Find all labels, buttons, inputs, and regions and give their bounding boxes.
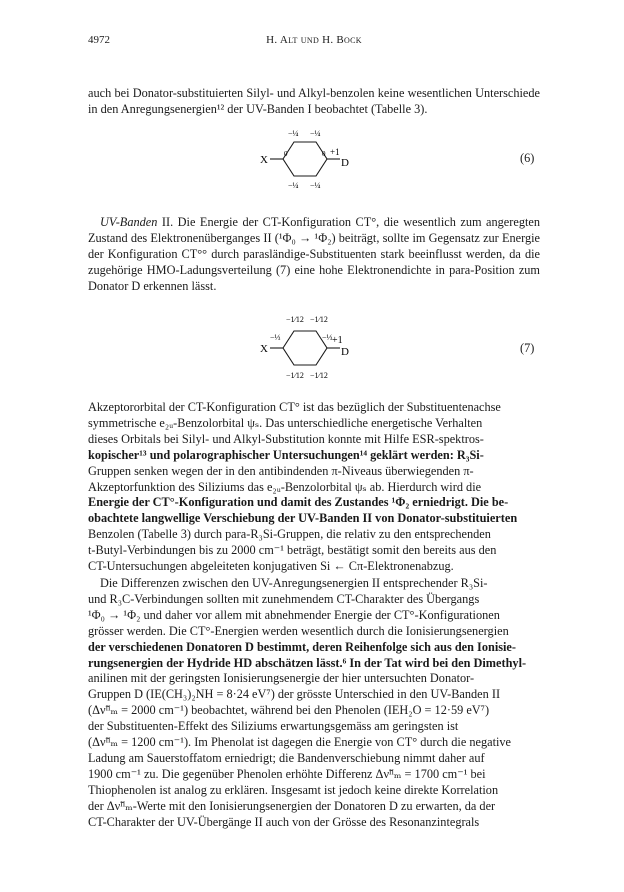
p3-line: Gruppen senken wegen der in den antibindenden π-Niveaus überwiegenden π- [88, 463, 474, 478]
p4-line: der verschiedenen Donatoren D bestimmt, deren Reihenfolge sich aus den Ionisie- [88, 639, 516, 654]
charge-top-left: −¼ [288, 129, 299, 138]
p4-line: der Δν̃ᴵᴵₘ-Werte mit den Ionisierungsenergien der Donatoren D zu erwarten, da der [88, 798, 496, 813]
p4-line: der Substituenten-Effekt des Siliziums erwartungsgemäss am geringsten ist [88, 719, 459, 734]
charge-ipso-label: 0 [284, 150, 288, 158]
section-heading-number: II. [157, 215, 174, 229]
p4-line: Die Differenzen zwischen den UV-Anregungsenergien II entsprechender R₃Si- [100, 576, 488, 590]
p3-line: CT-Untersuchungen abgeleiteten konjugativen Si ← Cπ-Elektronenabzug. [88, 559, 454, 574]
p4-line: 1900 cm⁻¹ zu. Die gegenüber Phenolen erhöhte Differenz Δν̃ᴵᴵₘ = 1700 cm⁻¹ bei [88, 766, 486, 781]
p4-line: rungsenergien der Hydride HD abschätzen lässt.⁶ In der Tat wird bei den Dimethyl- [88, 655, 527, 670]
donor-charge-label: +1 [332, 335, 343, 346]
p4-line: CT-Charakter der UV-Übergänge II auch von der Grösse des Resonanzintegrals [88, 814, 480, 829]
p4-line: Gruppen D (IE(CH₃)₂NH = 8·24 eV⁷) der grösste Unterschied in den UV-Banden II [88, 687, 501, 702]
donor-d-label: D [341, 157, 349, 169]
charge-para-label: 0 [322, 150, 326, 158]
p3-line: Akzeptorfunktion des Siliziums das e₂ᵤ-Benzolorbital ψₛ ab. Hierdurch wird die [88, 479, 482, 494]
paragraph-1 [88, 86, 540, 118]
p4-line: ¹Φ₀ → ¹Φ₂ und daher vor allem mit abnehmender Energie der CT°-Konfigurationen [88, 607, 500, 622]
charge-bottom-left: −¼ [288, 181, 299, 190]
p4-line: anilinen mit der geringsten Ionisierungsenergie der hier untersuchten Donator- [88, 671, 475, 686]
p3-line: t-Butyl-Verbindungen bis zu 2000 cm⁻¹ beträgt, bestätigt somit den bereits aus den [88, 543, 497, 558]
section-heading-uv-bands: UV-Banden [100, 215, 158, 229]
charge-top-right: −1⁄12 [310, 315, 328, 324]
charge-distribution-diagram-6 [250, 124, 370, 194]
p4-line: (Δν̃ᴵᴵₘ = 2000 cm⁻¹) beobachtet, während bei den Phenolen (IEH₂O = 12·59 eV⁷) [88, 703, 490, 718]
p3-line: dieses Orbitals bei Silyl- und Alkyl-Substitution konnte mit Hilfe ESR-spektros- [88, 431, 484, 446]
charge-distribution-diagram-7 [250, 310, 370, 384]
page-number: 4972 [88, 34, 110, 46]
paragraph-4 [88, 576, 540, 831]
substituent-x-label: X [260, 343, 268, 355]
p4-line: Thiophenolen ist analog zu erklären. Insgesamt ist jedoch keine direkte Korrelation [88, 782, 499, 797]
benzene-ring-hexagon [283, 331, 327, 365]
charge-mid-left: −⅓ [270, 333, 281, 342]
p3-line: Benzolen (Tabelle 3) durch para-R₃Si-Gruppen, die relativ zu den entsprechenden [88, 527, 491, 542]
charge-mid-right: −⅓ [322, 333, 333, 342]
running-head-authors: H. Alt und H. Bock [266, 34, 362, 46]
donor-charge-label: +1 [330, 147, 340, 157]
donor-d-label: D [341, 346, 349, 358]
p4-line: und R₃C-Verbindungen sollten mit zunehmendem CT-Charakter des Übergangs [88, 591, 480, 606]
paragraph-2-text: Die Energie der CT-Konfiguration CT°, die wesentlich zum angeregten Zustand des Elektronenüberganges II (¹Φ₀ → ¹Φ₂) beiträgt, sollte im Gegensatz zur Energie der Konfiguration CT°° durch parasländige-Substituenten stark beeinflusst werden, da die zugehörige HMO-Ladungsverteilung (7) eine hohe Elektronendichte in para-Position zum Donator D erkennen lässt. [88, 215, 540, 293]
charge-top-right: −¼ [310, 129, 321, 138]
charge-bottom-left: −1⁄12 [286, 371, 304, 380]
p4-line: grösser werden. Die CT°-Energien werden wesentlich durch die Ionisierungsenergien [88, 623, 509, 638]
equation-number-6: (6) [520, 151, 535, 165]
benzene-ring-hexagon [283, 142, 327, 176]
paragraph-1-text: auch bei Donator-substituierten Silyl- und Alkyl-benzolen keine wesentlichen Unterschiede in den Anregungsenergien¹² der UV-Banden I beobachtet (Tabelle 3). [88, 86, 540, 116]
p3-line: Energie der CT°-Konfiguration und damit des Zustandes ¹Φ₂ erniedrigt. Die be- [88, 495, 509, 510]
substituent-x-label: X [260, 154, 268, 166]
charge-bottom-right: −¼ [310, 181, 321, 190]
paragraph-2 [88, 215, 540, 295]
paragraph-3 [88, 400, 540, 575]
equation-number-7: (7) [520, 341, 535, 355]
charge-top-left: −1⁄12 [286, 315, 304, 324]
p4-line: (Δν̃ᴵᴵₘ = 1200 cm⁻¹). Im Phenolat ist dagegen die Energie von CT° durch die negative [88, 735, 512, 750]
p3-line: Akzeptororbital der CT-Konfiguration CT° ist das bezüglich der Substituentenachse [88, 400, 501, 414]
p4-line: Ladung am Sauerstoffatom erniedrigt; die Bandenverschiebung nimmt daher auf [88, 750, 485, 765]
charge-bottom-right: −1⁄12 [310, 371, 328, 380]
running-header [88, 34, 540, 50]
p3-line: kopischer¹³ und polarographischer Untersuchungen¹⁴ geklärt werden: R₃Si- [88, 447, 484, 462]
p3-line: symmetrische e₂ᵤ-Benzolorbital ψₛ. Das unterschiedliche energetische Verhalten [88, 415, 483, 430]
p3-line: obachtete langwellige Verschiebung der UV-Banden II von Donator-substituierten [88, 511, 518, 526]
